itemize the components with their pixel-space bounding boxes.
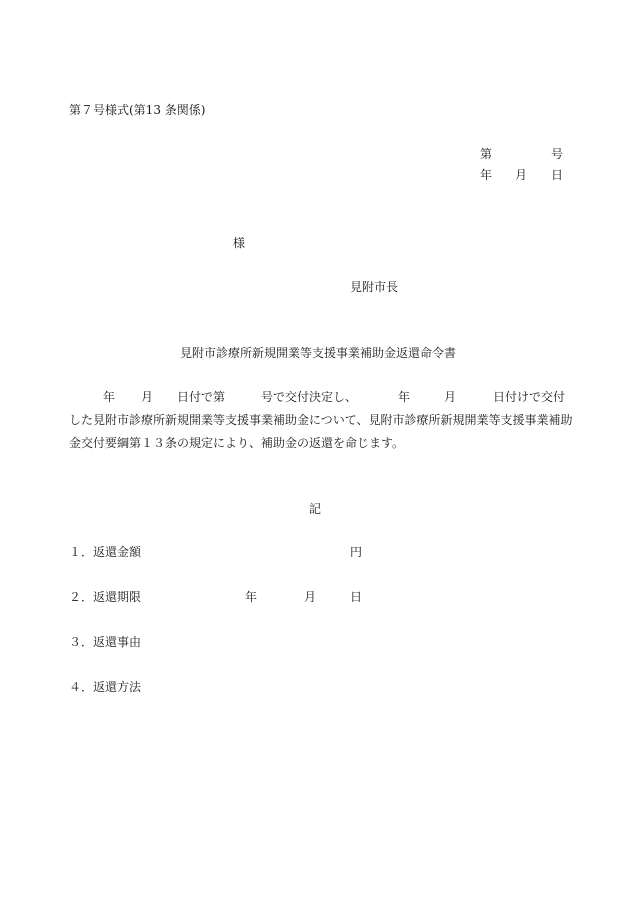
date-year: 年 bbox=[480, 168, 493, 182]
body-line1-tail: 日付けで交付 bbox=[493, 390, 566, 404]
body-line1-day: 日付で第 bbox=[177, 390, 226, 404]
item-amount-label: １．返還金額 bbox=[69, 545, 142, 559]
item-deadline-day: 日 bbox=[350, 590, 363, 604]
item-amount-unit: 円 bbox=[350, 545, 363, 559]
document-title: 見附市診療所新規開業等支援事業補助金返還命令書 bbox=[180, 346, 457, 360]
body-line1-number: 号で交付決定し、 bbox=[261, 390, 358, 404]
ki-heading: 記 bbox=[309, 502, 322, 516]
item-method-label: ４．返還方法 bbox=[69, 680, 142, 694]
form-label: 第７号様式(第13 条関係) bbox=[69, 103, 206, 117]
issuer: 見附市長 bbox=[350, 280, 399, 294]
body-line1-month2: 月 bbox=[444, 390, 457, 404]
item-deadline-month: 月 bbox=[304, 590, 317, 604]
recipient-suffix: 様 bbox=[233, 236, 246, 250]
body-line1-year: 年 bbox=[103, 390, 116, 404]
body-line1-year2: 年 bbox=[398, 390, 411, 404]
body-line3: 金交付要綱第１３条の規定により、補助金の返還を命じます。 bbox=[69, 436, 405, 450]
item-deadline-year: 年 bbox=[245, 590, 258, 604]
body-line1-month: 月 bbox=[141, 390, 154, 404]
doc-number-prefix: 第 bbox=[480, 147, 493, 161]
body-line2: した見附市診療所新規開業等支援事業補助金について、見附市診療所新規開業等支援事業補助 bbox=[69, 413, 573, 427]
date-day: 日 bbox=[551, 168, 564, 182]
item-reason-label: ３．返還事由 bbox=[69, 635, 142, 649]
doc-number-suffix: 号 bbox=[551, 147, 564, 161]
date-month: 月 bbox=[515, 168, 528, 182]
item-deadline-label: ２．返還期限 bbox=[69, 590, 142, 604]
